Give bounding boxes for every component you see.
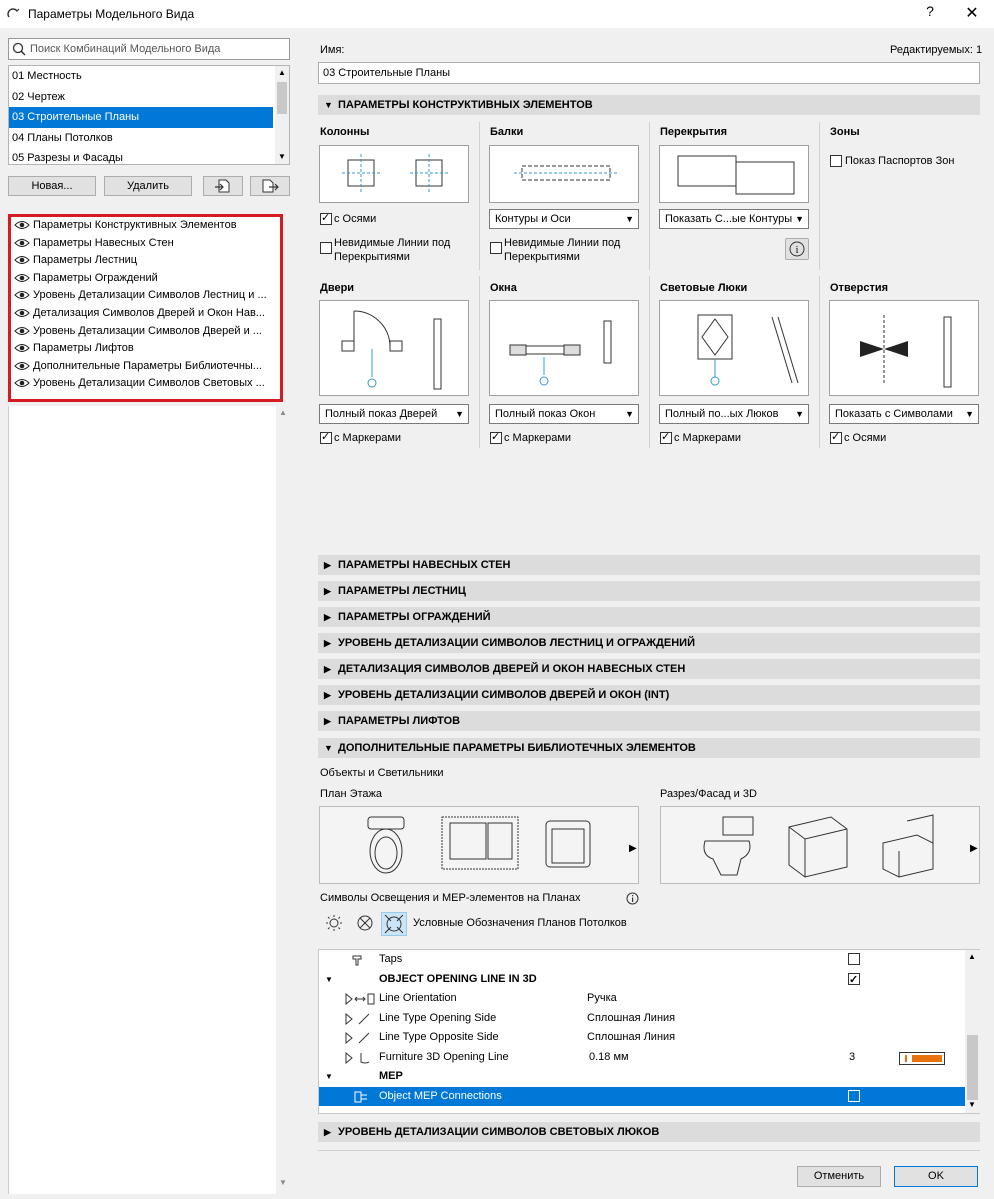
taps-checkbox[interactable] bbox=[848, 953, 860, 965]
slabs-title: Перекрытия bbox=[660, 126, 728, 138]
chevron-down-icon: ▼ bbox=[625, 214, 634, 224]
collapsed-arrow-icon: ▶ bbox=[324, 560, 331, 570]
section-structural[interactable] bbox=[318, 95, 980, 115]
scroll-down-icon[interactable]: ▼ bbox=[968, 1100, 976, 1109]
param-item[interactable] bbox=[11, 287, 280, 305]
param-label: Детализация Символов Дверей и Окон Нав... bbox=[33, 306, 265, 319]
beams-select-value: Контуры и Оси bbox=[495, 213, 571, 225]
section-title: ПАРАМЕТРЫ ЛЕСТНИЦ bbox=[338, 585, 466, 597]
param-label: Параметры Навесных Стен bbox=[33, 236, 174, 249]
row-name: Taps bbox=[379, 953, 403, 965]
param-label: Параметры Конструктивных Элементов bbox=[33, 219, 237, 231]
zones-stamps-checkbox[interactable] bbox=[830, 155, 842, 167]
combination-item[interactable]: 02 Чертеж bbox=[12, 90, 65, 103]
doors-title: Двери bbox=[320, 282, 355, 294]
param-label: Уровень Детализации Символов Лестниц и ... bbox=[33, 289, 267, 302]
section-3d-label: Разрез/Фасад и 3D bbox=[660, 788, 757, 800]
section-title: УРОВЕНЬ ДЕТАЛИЗАЦИИ СИМВОЛОВ СВЕТОВЫХ ЛЮКОВ bbox=[338, 1126, 660, 1138]
line-orientation-icon bbox=[345, 993, 375, 1005]
scroll-up-icon[interactable]: ▲ bbox=[278, 68, 286, 77]
openings-axes-label: с Осями bbox=[844, 432, 887, 444]
beams-hidden-lines-label: Невидимые Линии под Перекрытиями bbox=[504, 237, 621, 263]
table-scrollbar[interactable] bbox=[965, 950, 980, 1113]
collapsed-arrow-icon: ▶ bbox=[324, 638, 331, 648]
row-name: Line Type Opposite Side bbox=[379, 1031, 499, 1043]
param-item[interactable] bbox=[11, 252, 280, 270]
section-title: ПАРАМЕТРЫ НАВЕСНЫХ СТЕН bbox=[338, 559, 511, 571]
table-row[interactable] bbox=[319, 989, 965, 1009]
eye-icon[interactable] bbox=[14, 361, 30, 371]
eye-icon[interactable] bbox=[14, 308, 30, 318]
row-name: MEP bbox=[379, 1070, 403, 1082]
slabs-select-value: Показать С...ые Контуры bbox=[665, 213, 793, 225]
section-railings[interactable] bbox=[318, 607, 980, 627]
divider bbox=[318, 1150, 980, 1151]
table-group-row[interactable] bbox=[319, 1067, 965, 1087]
skylights-select[interactable] bbox=[659, 404, 809, 424]
doors-select[interactable] bbox=[319, 404, 469, 424]
columns-hidden-lines-checkbox[interactable] bbox=[320, 242, 332, 254]
pen-line-icon bbox=[345, 1052, 375, 1064]
row-name: Line Type Opening Side bbox=[379, 1011, 497, 1024]
divider bbox=[819, 276, 820, 448]
param-label: Параметры Ограждений bbox=[33, 271, 158, 284]
ceiling-symbol-icon bbox=[382, 913, 406, 935]
floor-plan-objects-icon bbox=[320, 807, 638, 883]
left-scrollbar[interactable] bbox=[276, 406, 290, 1194]
slabs-select[interactable] bbox=[659, 209, 809, 229]
doors-preview bbox=[319, 300, 469, 396]
param-label: Параметры Лифтов bbox=[33, 342, 134, 355]
close-button[interactable]: ✕ bbox=[965, 5, 979, 22]
param-item[interactable] bbox=[11, 235, 280, 253]
info-glyph: i bbox=[795, 245, 799, 256]
collapsed-arrow-icon: ▶ bbox=[324, 612, 331, 622]
import-icon bbox=[214, 178, 232, 194]
pen-color-marker bbox=[905, 1055, 907, 1062]
eye-icon[interactable] bbox=[14, 290, 30, 300]
eye-icon[interactable] bbox=[14, 326, 30, 336]
collapsed-arrow-icon: ▶ bbox=[324, 690, 331, 700]
pen-color-fill bbox=[912, 1055, 942, 1062]
openings-preview bbox=[829, 300, 979, 396]
eye-icon[interactable] bbox=[14, 378, 30, 388]
doors-markers-checkbox[interactable] bbox=[320, 432, 332, 444]
doors-markers-label: с Маркерами bbox=[334, 432, 402, 444]
combination-list[interactable] bbox=[8, 65, 290, 165]
doors-select-value: Полный показ Дверей bbox=[325, 408, 438, 420]
search-input[interactable] bbox=[8, 38, 290, 60]
eye-icon[interactable] bbox=[14, 343, 30, 353]
combination-item[interactable]: 04 Планы Потолков bbox=[12, 131, 113, 144]
openings-title: Отверстия bbox=[830, 282, 889, 294]
app-icon bbox=[6, 6, 20, 20]
table-group-row[interactable] bbox=[319, 970, 965, 990]
name-label: Имя: bbox=[320, 44, 345, 56]
section-title: ПАРАМЕТРЫ КОНСТРУКТИВНЫХ ЭЛЕМЕНТОВ bbox=[338, 99, 593, 111]
slab-contour-icon bbox=[660, 146, 808, 202]
scroll-up-icon[interactable]: ▲ bbox=[968, 952, 976, 961]
table-row[interactable] bbox=[319, 1048, 965, 1068]
search-placeholder: Поиск Комбинаций Модельного Вида bbox=[30, 43, 221, 55]
param-item[interactable] bbox=[11, 375, 280, 393]
row-name: Furniture 3D Opening Line bbox=[379, 1050, 509, 1063]
pen-number[interactable]: 3 bbox=[849, 1050, 856, 1063]
section-skylight-detail[interactable] bbox=[318, 1122, 980, 1142]
expanded-arrow-icon: ▼ bbox=[325, 1072, 333, 1081]
beams-preview bbox=[489, 145, 639, 203]
scroll-up-icon[interactable]: ▲ bbox=[279, 408, 287, 417]
help-button[interactable]: ? bbox=[926, 3, 934, 19]
expanded-arrow-icon: ▼ bbox=[325, 974, 333, 984]
divider bbox=[479, 122, 480, 270]
table-row[interactable] bbox=[319, 1009, 965, 1029]
chevron-down-icon: ▼ bbox=[965, 409, 974, 419]
windows-preview bbox=[489, 300, 639, 396]
pen-color-swatch[interactable] bbox=[899, 1052, 945, 1065]
param-label: Уровень Детализации Символов Дверей и ... bbox=[33, 324, 262, 337]
left-pane bbox=[0, 28, 296, 1199]
section-title: ДОПОЛНИТЕЛЬНЫЕ ПАРАМЕТРЫ БИБЛИОТЕЧНЫХ ЭЛЕМЕНТОВ bbox=[338, 742, 696, 754]
section-title: ПАРАМЕТРЫ ОГРАЖДЕНИЙ bbox=[338, 611, 491, 623]
row-value[interactable]: Сплошная Линия bbox=[587, 1011, 676, 1024]
param-label: Дополнительные Параметры Библиотечны... bbox=[33, 359, 262, 372]
scrollbar-thumb[interactable] bbox=[967, 1035, 978, 1100]
columns-axes-label: с Осями bbox=[334, 213, 377, 225]
row-value[interactable]: Ручка bbox=[587, 992, 617, 1004]
section-title: ПАРАМЕТРЫ ЛИФТОВ bbox=[338, 715, 461, 727]
eye-icon[interactable] bbox=[14, 273, 30, 283]
windows-markers-checkbox[interactable] bbox=[490, 432, 502, 444]
floor-plan-label: План Этажа bbox=[320, 788, 382, 800]
circle-cross-icon[interactable] bbox=[356, 914, 374, 932]
section-door-window-detail[interactable] bbox=[318, 685, 980, 705]
beams-title: Балки bbox=[490, 126, 524, 138]
left-empty-area bbox=[8, 406, 290, 1194]
skylights-markers-checkbox[interactable] bbox=[660, 432, 672, 444]
scrollbar-thumb[interactable] bbox=[277, 82, 287, 114]
collapsed-arrow-icon: ▶ bbox=[324, 716, 331, 726]
chevron-down-icon: ▼ bbox=[625, 409, 634, 419]
collapsed-arrow-icon: ▶ bbox=[324, 586, 331, 596]
editable-count: Редактируемых: 1 bbox=[890, 44, 983, 56]
ok-button[interactable]: OK bbox=[894, 1166, 978, 1187]
table-row-selected[interactable] bbox=[319, 1087, 965, 1107]
row-value[interactable]: 0.18 мм bbox=[589, 1050, 629, 1063]
param-label: Параметры Лестниц bbox=[33, 254, 138, 267]
row-name: Line Orientation bbox=[379, 992, 457, 1004]
columns-preview bbox=[319, 145, 469, 203]
line-type-icon bbox=[345, 1013, 375, 1025]
search-icon bbox=[12, 42, 26, 56]
section-library[interactable] bbox=[318, 738, 980, 758]
parameter-list bbox=[8, 214, 283, 402]
parameter-table bbox=[318, 949, 980, 1114]
lighting-label: Символы Освещения и МЕР-элементов на Планах bbox=[320, 892, 581, 904]
skylights-select-value: Полный по...ых Люков bbox=[665, 408, 779, 420]
info-icon[interactable] bbox=[626, 892, 639, 905]
beam-symbol-icon bbox=[490, 146, 638, 202]
line-type-icon bbox=[345, 1032, 375, 1044]
openings-select-value: Показать с Символами bbox=[835, 408, 953, 420]
skylights-markers-label: с Маркерами bbox=[674, 432, 742, 444]
openings-select[interactable] bbox=[829, 404, 979, 424]
section-title: ДЕТАЛИЗАЦИЯ СИМВОЛОВ ДВЕРЕЙ И ОКОН НАВЕСНЫХ СТЕН bbox=[338, 663, 686, 675]
table-row[interactable] bbox=[319, 950, 965, 970]
param-item[interactable] bbox=[11, 358, 280, 376]
section-elevators[interactable] bbox=[318, 711, 980, 731]
eye-icon[interactable] bbox=[14, 255, 30, 265]
new-button[interactable]: Новая... bbox=[8, 176, 96, 196]
beams-select[interactable] bbox=[489, 209, 639, 229]
skylights-title: Световые Люки bbox=[660, 282, 748, 294]
windows-title: Окна bbox=[490, 282, 517, 294]
section-3d-objects-icon bbox=[661, 807, 979, 883]
export-icon bbox=[261, 178, 279, 194]
windows-select-value: Полный показ Окон bbox=[495, 408, 596, 420]
window-symbol-icon bbox=[490, 301, 638, 395]
row-value[interactable]: Сплошная Линия bbox=[587, 1031, 676, 1043]
collapsed-arrow-icon: ▶ bbox=[324, 664, 331, 674]
mep-connections-checkbox[interactable] bbox=[848, 1090, 860, 1102]
collapsed-arrow-icon: ▶ bbox=[324, 1127, 331, 1137]
zones-title: Зоны bbox=[830, 126, 860, 138]
row-name: Object MEP Connections bbox=[379, 1089, 502, 1102]
combination-scrollbar[interactable] bbox=[275, 66, 289, 164]
section-stair-detail[interactable] bbox=[318, 633, 980, 653]
next-arrow-icon[interactable]: ▶ bbox=[970, 843, 978, 854]
section-3d-objects[interactable] bbox=[660, 806, 980, 884]
windows-markers-label: с Маркерами bbox=[504, 432, 572, 444]
section-title: УРОВЕНЬ ДЕТАЛИЗАЦИИ СИМВОЛОВ ДВЕРЕЙ И ОКОН (INT) bbox=[338, 689, 670, 701]
chevron-down-icon: ▼ bbox=[455, 409, 464, 419]
light-bulb-icon[interactable] bbox=[325, 914, 343, 932]
expanded-arrow-icon: ▼ bbox=[324, 100, 333, 110]
floor-plan-objects[interactable] bbox=[319, 806, 639, 884]
tap-icon bbox=[351, 953, 365, 967]
column-symbols-icon bbox=[320, 146, 468, 202]
door-symbol-icon bbox=[320, 301, 468, 395]
chevron-down-icon: ▼ bbox=[795, 214, 804, 224]
eye-icon[interactable] bbox=[14, 238, 30, 248]
row-name: OBJECT OPENING LINE IN 3D bbox=[379, 972, 537, 985]
beams-hidden-lines-checkbox[interactable] bbox=[490, 242, 502, 254]
divider bbox=[649, 122, 650, 270]
divider bbox=[479, 276, 480, 448]
ceiling-symbol-toggle[interactable] bbox=[381, 912, 407, 936]
cancel-button[interactable]: Отменить bbox=[797, 1166, 881, 1187]
slabs-preview bbox=[659, 145, 809, 203]
param-item[interactable] bbox=[11, 340, 280, 358]
param-item[interactable] bbox=[11, 305, 280, 323]
skylights-preview bbox=[659, 300, 809, 396]
objects-label: Объекты и Светильники bbox=[320, 767, 444, 779]
ceiling-label: Условные Обозначения Планов Потолков bbox=[413, 917, 627, 929]
window-title: Параметры Модельного Вида bbox=[28, 7, 195, 21]
mep-connection-icon bbox=[353, 1090, 369, 1104]
eye-icon[interactable] bbox=[14, 220, 30, 230]
chevron-down-icon: ▼ bbox=[795, 409, 804, 419]
export-button[interactable] bbox=[250, 176, 290, 196]
param-item[interactable] bbox=[11, 323, 280, 341]
openings-axes-checkbox[interactable] bbox=[830, 432, 842, 444]
columns-hidden-lines-label: Невидимые Линии под Перекрытиями bbox=[334, 237, 451, 263]
windows-select[interactable] bbox=[489, 404, 639, 424]
section-title: УРОВЕНЬ ДЕТАЛИЗАЦИИ СИМВОЛОВ ЛЕСТНИЦ И ОГРАЖДЕНИЙ bbox=[338, 637, 695, 649]
divider bbox=[649, 276, 650, 448]
import-button[interactable] bbox=[203, 176, 243, 196]
columns-axes-checkbox[interactable] bbox=[320, 213, 332, 225]
param-item[interactable] bbox=[11, 270, 280, 288]
combination-item-selected[interactable]: 03 Строительные Планы bbox=[9, 107, 273, 128]
zones-stamps-label: Показ Паспортов Зон bbox=[845, 155, 955, 167]
opening-symbol-icon bbox=[830, 301, 978, 395]
columns-title: Колонны bbox=[320, 126, 370, 138]
info-button[interactable] bbox=[785, 238, 809, 260]
name-field[interactable]: 03 Строительные Планы bbox=[318, 62, 980, 84]
info-icon bbox=[789, 241, 805, 257]
section-curtain-walls[interactable] bbox=[318, 555, 980, 575]
combination-item[interactable]: 05 Разрезы и Фасады bbox=[12, 152, 123, 164]
opening-line-checkbox[interactable] bbox=[848, 973, 860, 985]
expanded-arrow-icon: ▼ bbox=[324, 743, 333, 753]
divider bbox=[819, 122, 820, 270]
section-curtain-wall-doors[interactable] bbox=[318, 659, 980, 679]
table-row[interactable] bbox=[319, 1028, 965, 1048]
scroll-down-icon[interactable]: ▼ bbox=[278, 152, 286, 161]
param-label: Уровень Детализации Символов Световых ... bbox=[33, 377, 265, 390]
scroll-down-icon[interactable]: ▼ bbox=[279, 1178, 287, 1187]
delete-button[interactable]: Удалить bbox=[104, 176, 192, 196]
next-arrow-icon[interactable]: ▶ bbox=[629, 843, 637, 854]
section-stairs[interactable] bbox=[318, 581, 980, 601]
combination-item[interactable]: 01 Местность bbox=[12, 70, 82, 82]
skylight-symbol-icon bbox=[660, 301, 808, 395]
param-item[interactable] bbox=[11, 217, 280, 235]
title-bar bbox=[0, 0, 994, 28]
